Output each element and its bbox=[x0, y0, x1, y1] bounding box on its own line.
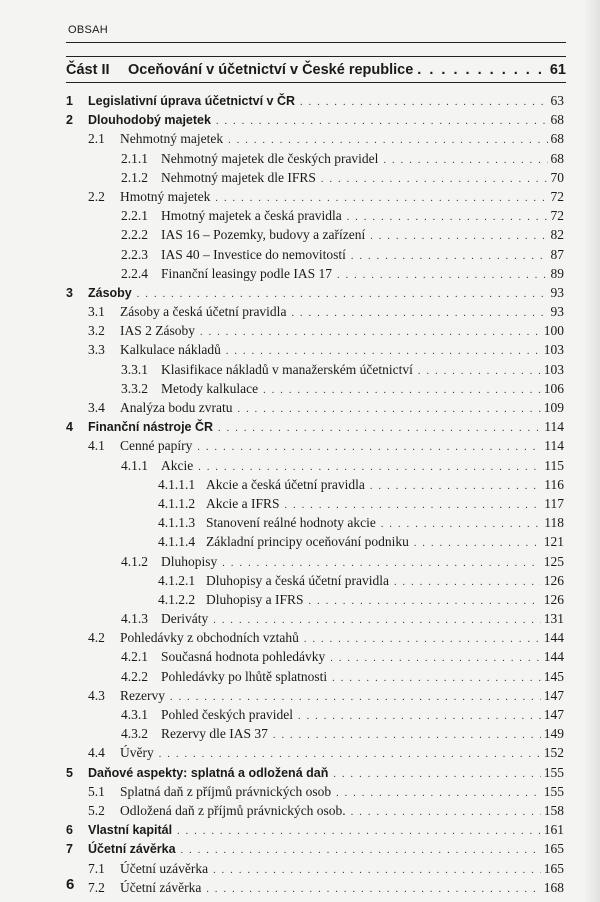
toc-entry bbox=[66, 475, 564, 494]
toc-entry bbox=[66, 667, 564, 686]
toc-entry-page: 70 bbox=[550, 169, 564, 185]
toc-entry-number: 2.1 bbox=[88, 131, 105, 147]
toc-entry-page: 121 bbox=[543, 534, 564, 550]
page-spine-shadow bbox=[584, 0, 600, 902]
toc-entry-title: Pohled českých pravidel bbox=[161, 707, 293, 722]
toc-entry-page: 115 bbox=[544, 457, 564, 473]
toc-entry bbox=[66, 168, 564, 187]
toc-entry-title: Metody kalkulace bbox=[161, 380, 259, 396]
toc-entry-number: 4 bbox=[66, 420, 73, 435]
toc-entry bbox=[66, 590, 564, 609]
toc-entry-title: Dluhopisy a IFRS bbox=[206, 591, 304, 607]
toc-entry-page: 145 bbox=[543, 668, 564, 684]
toc-entry bbox=[66, 149, 564, 168]
toc-chapter-entry bbox=[66, 820, 564, 839]
part-page: 61 bbox=[549, 62, 566, 78]
toc-entry-page: 63 bbox=[550, 93, 564, 108]
toc-entry-title: Legislativní úprava účetnictví v ČR bbox=[88, 94, 296, 108]
toc-entry-page: 103 bbox=[543, 342, 564, 358]
part-number: Část II bbox=[66, 62, 110, 78]
toc-entry-page: 114 bbox=[544, 438, 564, 454]
toc-entry-page: 103 bbox=[543, 361, 564, 377]
toc-entry-number: 4.2.1 bbox=[121, 649, 148, 665]
toc-entry-title: Stanovení reálné hodnoty akcie bbox=[206, 515, 376, 531]
dot-leader bbox=[300, 93, 547, 112]
toc-entry-title: Finanční nástroje ČR bbox=[88, 420, 214, 435]
toc-entry-page: 126 bbox=[543, 591, 564, 607]
dot-leader bbox=[347, 208, 548, 227]
toc-entry bbox=[66, 513, 564, 532]
toc-entry-number: 2.1.1 bbox=[121, 150, 148, 166]
toc-entry-number: 3.3.1 bbox=[121, 361, 148, 377]
toc-entry-title: Pohledávky po lhůtě splatnosti bbox=[161, 668, 328, 684]
toc-entry bbox=[66, 225, 564, 244]
toc-entry-title: Úvěry bbox=[120, 745, 154, 761]
toc-entry-page: 147 bbox=[543, 707, 564, 722]
toc-entry-title: Daňové aspekty: splatná a odložená daň bbox=[88, 765, 329, 780]
toc-entry-title: Účetní uzávěrka bbox=[120, 860, 209, 876]
toc-chapter-entry bbox=[66, 417, 564, 436]
dot-leader bbox=[336, 784, 541, 803]
toc-entry-number: 4.3.1 bbox=[121, 707, 148, 722]
top-rule bbox=[66, 42, 566, 43]
toc-entry bbox=[66, 705, 564, 724]
toc-chapter-entry bbox=[66, 839, 564, 858]
toc-entry-page: 144 bbox=[543, 649, 564, 665]
toc-entry-page: 93 bbox=[550, 284, 564, 300]
toc-entry bbox=[66, 743, 564, 762]
toc-entry-number: 4.2.2 bbox=[121, 668, 148, 684]
dot-leader bbox=[159, 745, 541, 764]
toc-entry-title: Nehmotný majetek dle IFRS bbox=[161, 169, 316, 185]
toc-entry-title: Hmotný majetek bbox=[120, 188, 211, 204]
toc-entry-title: Pohledávky z obchodních vztahů bbox=[120, 630, 299, 646]
toc-entry bbox=[66, 245, 564, 264]
dot-leader bbox=[218, 419, 541, 438]
toc-entry-number: 4.1.2 bbox=[121, 553, 148, 569]
toc-entry-title: Kalkulace nákladů bbox=[120, 342, 221, 358]
toc-entry-title: Analýza bodu zvratu bbox=[120, 400, 233, 415]
dot-leader bbox=[197, 438, 541, 457]
toc-entry-number: 7 bbox=[66, 842, 73, 857]
toc-entry-title: Účetní závěrka bbox=[88, 842, 176, 857]
toc-entry-number: 4.1.1.1 bbox=[158, 476, 196, 492]
toc-entry-number: 3.2 bbox=[88, 323, 105, 339]
toc-entry-page: 68 bbox=[550, 112, 564, 128]
toc-entry-number: 5 bbox=[66, 765, 73, 780]
dot-leader bbox=[177, 822, 541, 841]
toc-entry-number: 3.4 bbox=[88, 400, 105, 415]
toc-entry-title: Finanční leasingy podle IAS 17 bbox=[161, 265, 332, 281]
toc-entry-title: Hmotný majetek a česká pravidla bbox=[161, 208, 342, 224]
toc-entry-number: 3.3 bbox=[88, 342, 105, 358]
toc-entry-page: 125 bbox=[543, 553, 564, 569]
toc-entry-title: IAS 2 Zásoby bbox=[120, 323, 195, 339]
toc-entry bbox=[66, 609, 564, 628]
toc-entry-number: 4.4 bbox=[88, 745, 105, 761]
dot-leader bbox=[216, 112, 548, 131]
dot-leader bbox=[370, 477, 541, 496]
toc-entry-page: 82 bbox=[550, 227, 564, 243]
toc-entry-title: IAS 40 – Investice do nemovitostí bbox=[161, 246, 346, 262]
part-bottom-rule bbox=[66, 82, 566, 83]
page-number: 6 bbox=[66, 876, 75, 893]
toc-entry-page: 168 bbox=[543, 879, 564, 895]
toc-entry-number: 4.3.2 bbox=[121, 726, 148, 742]
toc-entry-page: 72 bbox=[550, 208, 564, 224]
toc-entry-page: 89 bbox=[550, 265, 564, 281]
toc-entry-title: Odložená daň z příjmů právnických osob. bbox=[120, 802, 346, 818]
toc-entry bbox=[66, 129, 564, 148]
toc-entry-title: Akcie bbox=[161, 457, 194, 473]
toc-entry bbox=[66, 571, 564, 590]
toc-entry bbox=[66, 340, 564, 359]
toc-entry bbox=[66, 647, 564, 666]
toc-entry-title: Účetní závěrka bbox=[120, 879, 202, 895]
toc-entry-number: 1 bbox=[66, 94, 73, 108]
toc-chapter-entry bbox=[66, 91, 564, 110]
toc-entry-page: 165 bbox=[543, 841, 564, 857]
toc-entry bbox=[66, 187, 564, 206]
dot-leader bbox=[309, 592, 541, 611]
toc-entry-number: 5.2 bbox=[88, 802, 105, 818]
dot-leader bbox=[417, 62, 546, 78]
running-head: OBSAH bbox=[68, 24, 109, 36]
toc-entry-title: Klasifikace nákladů v manažerském účetnictví bbox=[161, 361, 413, 377]
dot-leader bbox=[206, 880, 540, 899]
toc-entry-page: 114 bbox=[544, 419, 564, 435]
toc-entry-number: 3 bbox=[66, 285, 73, 300]
dot-leader bbox=[414, 534, 541, 553]
toc-entry-title: Nehmotný majetek dle českých pravidel bbox=[161, 150, 379, 166]
toc-entry-number: 2.2 bbox=[88, 188, 105, 204]
toc-entry bbox=[66, 878, 564, 897]
toc-entry-title: Dluhopisy a česká účetní pravidla bbox=[206, 572, 389, 588]
toc-entry-page: 126 bbox=[543, 572, 564, 588]
dot-leader bbox=[298, 707, 541, 726]
part-top-rule bbox=[66, 56, 566, 57]
dot-leader bbox=[351, 803, 541, 822]
dot-leader bbox=[337, 266, 548, 285]
toc-entry-page: 161 bbox=[543, 822, 564, 838]
toc-entry bbox=[66, 436, 564, 455]
toc-entry-title: Zásoby a česká účetní pravidla bbox=[120, 304, 287, 320]
toc-entry bbox=[66, 494, 564, 513]
dot-leader bbox=[333, 765, 540, 784]
toc-entry-page: 117 bbox=[544, 495, 564, 511]
toc-entry bbox=[66, 302, 564, 321]
dot-leader bbox=[181, 841, 541, 860]
dot-leader bbox=[394, 573, 541, 592]
toc-chapter-entry bbox=[66, 283, 564, 302]
toc-entry-number: 3.1 bbox=[88, 304, 105, 320]
table-of-contents bbox=[66, 91, 564, 897]
toc-entry-page: 106 bbox=[543, 380, 564, 396]
toc-entry bbox=[66, 628, 564, 647]
toc-entry bbox=[66, 398, 564, 417]
toc-entry-number: 4.2 bbox=[88, 630, 105, 646]
dot-leader bbox=[200, 323, 541, 342]
dot-leader bbox=[237, 400, 540, 419]
toc-entry-page: 87 bbox=[550, 246, 564, 262]
dot-leader bbox=[321, 170, 548, 189]
toc-entry bbox=[66, 264, 564, 283]
toc-entry-title: Vlastní kapitál bbox=[88, 823, 173, 838]
toc-entry-number: 2.2.3 bbox=[121, 246, 148, 262]
toc-entry-number: 4.3 bbox=[88, 687, 105, 703]
toc-entry-page: 109 bbox=[543, 400, 564, 415]
toc-chapter-entry bbox=[66, 110, 564, 129]
toc-entry-number: 5.1 bbox=[88, 783, 105, 799]
dot-leader bbox=[383, 151, 547, 170]
toc-entry bbox=[66, 686, 564, 705]
part-title: Oceňování v účetnictví v České republice bbox=[128, 62, 414, 78]
toc-entry-page: 155 bbox=[543, 783, 564, 799]
dot-leader bbox=[332, 669, 541, 688]
dot-leader bbox=[213, 861, 541, 880]
toc-entry-title: Základní principy oceňování podniku bbox=[206, 534, 409, 550]
toc-entry-title: Zásoby bbox=[88, 285, 132, 300]
toc-chapter-entry bbox=[66, 763, 564, 782]
toc-entry-title: Splatná daň z příjmů právnických osob bbox=[120, 783, 332, 799]
dot-leader bbox=[418, 362, 541, 381]
dot-leader bbox=[273, 726, 541, 745]
toc-entry-page: 116 bbox=[544, 476, 564, 492]
toc-entry bbox=[66, 724, 564, 743]
toc-entry-number: 2.1.2 bbox=[121, 169, 148, 185]
toc-entry-page: 68 bbox=[550, 150, 564, 166]
toc-entry-page: 72 bbox=[550, 188, 564, 204]
toc-entry-page: 131 bbox=[543, 611, 564, 627]
part-heading bbox=[66, 62, 566, 78]
toc-entry-number: 4.1.1.2 bbox=[158, 495, 196, 511]
toc-entry bbox=[66, 206, 564, 225]
toc-entry-title: Dluhopisy bbox=[161, 553, 218, 569]
toc-entry-title: Dlouhodobý majetek bbox=[88, 113, 211, 128]
toc-entry bbox=[66, 321, 564, 340]
dot-leader bbox=[351, 247, 548, 266]
toc-entry bbox=[66, 782, 564, 801]
dot-leader bbox=[370, 227, 547, 246]
toc-entry-page: 149 bbox=[543, 726, 564, 742]
toc-entry-number: 4.1.2.1 bbox=[158, 572, 196, 588]
toc-entry bbox=[66, 859, 564, 878]
toc-entry-page: 100 bbox=[543, 323, 564, 339]
toc-entry bbox=[66, 552, 564, 571]
toc-entry-number: 4.1.2.2 bbox=[158, 591, 196, 607]
toc-entry-page: 155 bbox=[543, 764, 564, 780]
toc-entry-title: Akcie a česká účetní pravidla bbox=[206, 476, 365, 492]
toc-entry bbox=[66, 532, 564, 551]
toc-entry-title: Deriváty bbox=[161, 611, 209, 627]
toc-entry bbox=[66, 360, 564, 379]
toc-entry-page: 158 bbox=[543, 802, 564, 818]
toc-entry-number: 2.2.1 bbox=[121, 208, 148, 224]
toc-entry-page: 93 bbox=[550, 304, 564, 320]
toc-entry-title: Akcie a IFRS bbox=[206, 495, 280, 511]
toc-entry-number: 3.3.2 bbox=[121, 380, 148, 396]
toc-entry-page: 144 bbox=[543, 630, 564, 646]
toc-entry bbox=[66, 379, 564, 398]
toc-entry-page: 165 bbox=[543, 860, 564, 876]
dot-leader bbox=[330, 649, 541, 668]
toc-entry bbox=[66, 801, 564, 820]
toc-entry-title: Nehmotný majetek bbox=[120, 131, 224, 147]
toc-entry-title: Současná hodnota pohledávky bbox=[161, 649, 326, 665]
toc-entry-number: 2.2.4 bbox=[121, 265, 148, 281]
dot-leader bbox=[291, 304, 547, 323]
toc-entry-title: Rezervy dle IAS 37 bbox=[161, 726, 268, 742]
toc-entry-number: 4.1.3 bbox=[121, 611, 148, 627]
dot-leader bbox=[263, 381, 541, 400]
toc-entry-number: 2.2.2 bbox=[121, 227, 148, 243]
toc-entry-number: 7.2 bbox=[88, 879, 105, 895]
toc-entry-page: 68 bbox=[550, 131, 564, 147]
toc-entry-number: 7.1 bbox=[88, 860, 105, 876]
toc-entry-page: 152 bbox=[543, 745, 564, 761]
toc-entry-title: Cenné papíry bbox=[120, 438, 193, 454]
toc-entry-number: 4.1.1 bbox=[121, 457, 148, 473]
dot-leader bbox=[304, 630, 541, 649]
toc-entry-title: Rezervy bbox=[120, 687, 165, 703]
toc-entry-number: 2 bbox=[66, 113, 73, 128]
toc-entry-page: 147 bbox=[543, 687, 564, 703]
toc-entry-title: IAS 16 – Pozemky, budovy a zařízení bbox=[161, 227, 366, 243]
toc-entry-number: 4.1.1.4 bbox=[158, 534, 196, 550]
toc-entry-number: 6 bbox=[66, 823, 73, 838]
toc-entry-number: 4.1 bbox=[88, 438, 105, 454]
toc-entry-page: 118 bbox=[544, 515, 564, 531]
toc-entry-number: 4.1.1.3 bbox=[158, 515, 196, 531]
toc-entry bbox=[66, 456, 564, 475]
